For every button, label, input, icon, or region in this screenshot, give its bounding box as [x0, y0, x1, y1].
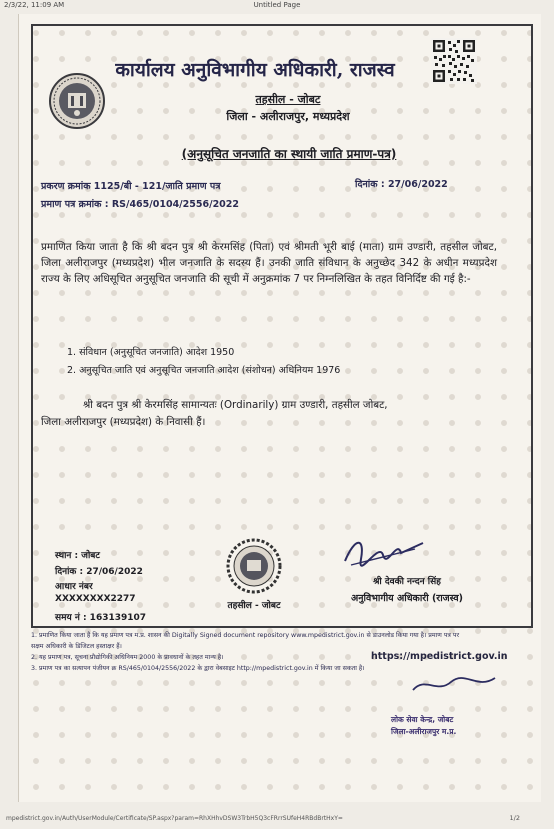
footnote: सक्षम अधिकारी के डिजिटल हस्ताक्षर हैं।: [31, 643, 122, 650]
list-item: 1. संविधान (अनुसूचित जनजाति) आदेश 1950: [67, 347, 235, 358]
seal-caption: तहसील - जोबट: [227, 601, 281, 611]
officer-designation: अनुविभागीय अधिकारी (राजस्व): [350, 593, 464, 604]
stamp-line: लोक सेवा केन्द्र, जोबट: [391, 715, 454, 724]
case-number: प्रकरण क्रमांक 1125/बी - 121/जाति प्रमाण पत्र: [41, 181, 221, 192]
print-timestamp: 2/3/22, 11:09 AM: [4, 1, 65, 9]
residence-paragraph: [41, 397, 497, 431]
browser-page-title: Untitled Page: [253, 1, 301, 9]
aadhar-number: XXXXXXXX2277: [55, 594, 136, 604]
certificate-title: (अनुसूचित जनजाति का स्थायी जाति प्रमाण-पत्र): [181, 147, 397, 161]
office-title: कार्यालय अनुविभागीय अधिकारी, राजस्व: [115, 59, 395, 81]
officer-signature-icon: [339, 529, 429, 574]
portal-url: https://mpedistrict.gov.in: [371, 651, 508, 662]
district-line: जिला - अलीराजपुर, मध्यप्रदेश: [226, 110, 350, 123]
issue-date: दिनांक : 27/06/2022: [355, 179, 448, 190]
page-url: mpedistrict.gov.in/Auth/UserModule/Certificate/SP.aspx?param=RhXHhvDSW3TrbH5Q3cFRrrSUfeH4RBdBrtHxY=: [6, 815, 343, 822]
aadhar-label: आधार नंबर: [55, 582, 93, 592]
lok-seva-kendra-signature-icon: [407, 674, 501, 696]
officer-name: श्री देवकी नन्दन सिंह: [373, 577, 441, 587]
residence-line: जिला अलीराजपुर (मध्यप्रदेश) के निवासी हैं।: [41, 416, 206, 428]
browser-header: [0, 0, 554, 12]
tahsil-line: तहसील - जोबट: [255, 93, 321, 106]
qr-code-icon: [431, 38, 477, 84]
certification-paragraph: प्रमाणित किया जाता है कि श्री बदन पुत्र श्री केरमसिंह (पिता) एवं श्रीमती भूरी बाई (माता) ग्राम उण्डारी, तहसील जोबट, जिला अलीराजपुर (मध्यप्रदेश) भील जनजाति के सदस्य हैं। उनकी जाति संविधान के अनुच्छेद 342 के अधीन मध्यप्रदेश राज्य के लिए अधिसूचित अनुसूचित जनजाति की सूची में अनुक्रमांक 7 पर निम्नलिखित के तहत विनिर्दिष्ट की गई है:-: [41, 241, 497, 285]
time-number: समय नं : 163139107: [55, 613, 147, 623]
certificate-page: [18, 14, 541, 802]
residence-line: श्री बदन पुत्र श्री केरमसिंह सामान्यतः (Ordinarily) ग्राम उण्डारी, तहसील जोबट,: [83, 399, 388, 411]
page-number: 1/2: [509, 814, 520, 822]
certificate-number: प्रमाण पत्र क्रमांक : RS/465/0104/2556/2022: [41, 199, 240, 210]
order-list: [67, 344, 467, 380]
lok-seva-kendra-stamp: [391, 714, 511, 738]
footnote: 3. प्रमाण पत्र का सत्यापन पंजीयन क्र RS/465/0104/2556/2022 के द्वारा वेबसाइट http://mpedistrict.gov.in में किया जा सकता है।: [31, 665, 365, 672]
tahsil-seal-icon: [226, 538, 282, 594]
stamp-line: जिला-अलीराजपुर म.प्र.: [391, 727, 457, 736]
list-item: 2. अनुसूचित जाति एवं अनुसूचित जनजाति आदेश (संशोधन) अधिनियम 1976: [67, 365, 341, 376]
signing-date: दिनांक : 27/06/2022: [55, 567, 143, 577]
footnote: 1. प्रमाणित किया जाता है कि यह प्रमाण पत्र म.प्र. शासन की Digitally Signed document repository www.mpedistrict.gov.in से डाउनलोड किया गया है। प्रमाण पत्र पर: [31, 632, 460, 639]
footnote: 2. यह प्रमाण पत्र, सूचना प्रौद्योगिकी अधिनियम 2000 के प्रावधानों के तहत मान्य है।: [31, 654, 224, 661]
place-label: स्थान : जोबट: [55, 551, 100, 561]
